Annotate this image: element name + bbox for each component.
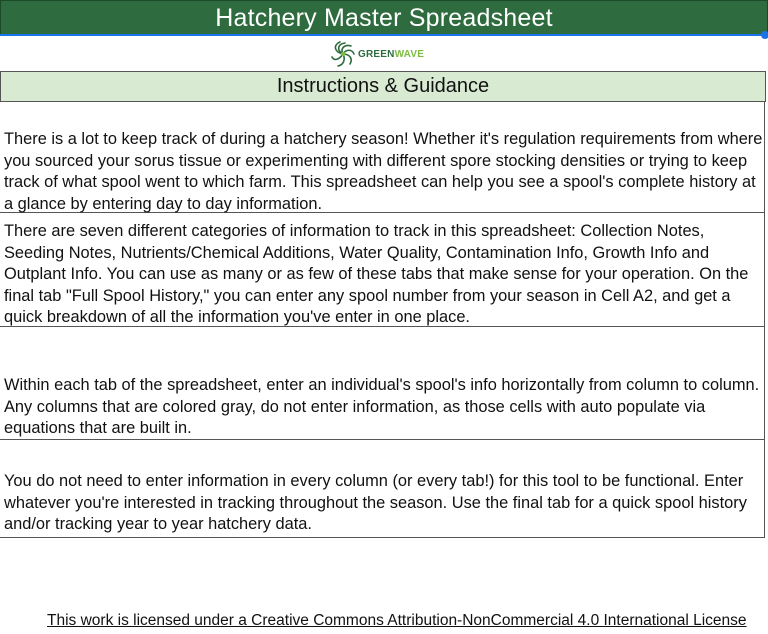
instruction-text-1: There is a lot to keep track of during a hatchery season! Whether it's regulation requirements from where you sourced your sorus tissue or experimenting with different spore stocking densities or trying to keep track of what spool went to which farm. This spreadsheet can help you see a spool's complete history at a glance by entering day to day information. — [4, 130, 763, 213]
license-link[interactable]: This work is licensed under a Creative Commons Attribution-NonCommercial 4.0 International License — [47, 612, 747, 629]
instruction-text-2: There are seven different categories of information to track in this spreadsheet: Collection Notes, Seeding Notes, Nutrients/Chemical Additions, Water Quality, Contamination Info, Growth Info and Outplant Info. You can use as many or as few of these tabs that make sense for your operation. On the final tab "Full Spool History," you can enter any spool number from your season in Cell A2, and get a quick breakdown of all the information you've enter in one place. — [4, 222, 749, 326]
instruction-cell-1[interactable] — [0, 101, 764, 213]
logo-wordmark-wave: WAVE — [394, 48, 425, 60]
greenwave-swirl-icon — [330, 40, 356, 68]
cell-selection-border — [0, 34, 765, 36]
instruction-text-4: You do not need to enter information in every column (or every tab!) for this tool to be functional. Enter whatever you're interested in tracking throughout the season. Use the final tab for a quick spool history and/or tracking year to year hatchery data. — [4, 472, 747, 533]
greenwave-logo — [330, 39, 430, 69]
logo-wordmark-green: GREEN — [358, 48, 395, 60]
sheet-title: Hatchery Master Spreadsheet — [215, 3, 553, 32]
selection-fill-handle[interactable] — [761, 31, 768, 39]
sheet-title-cell[interactable] — [0, 0, 768, 36]
instruction-cell-2[interactable] — [0, 213, 764, 327]
section-header-cell[interactable] — [0, 71, 766, 102]
instruction-cell-3[interactable] — [0, 327, 764, 440]
section-title: Instructions & Guidance — [276, 75, 490, 97]
cell-right-border — [764, 101, 765, 538]
instruction-text-3: Within each tab of the spreadsheet, enter an individual's spool's info horizontally from column to column. Any columns that are colored gray, do not enter information, as those cells with auto populate via equations that are built in. — [4, 376, 760, 437]
instruction-cell-4[interactable] — [0, 440, 764, 538]
logo-wordmark — [358, 49, 424, 60]
